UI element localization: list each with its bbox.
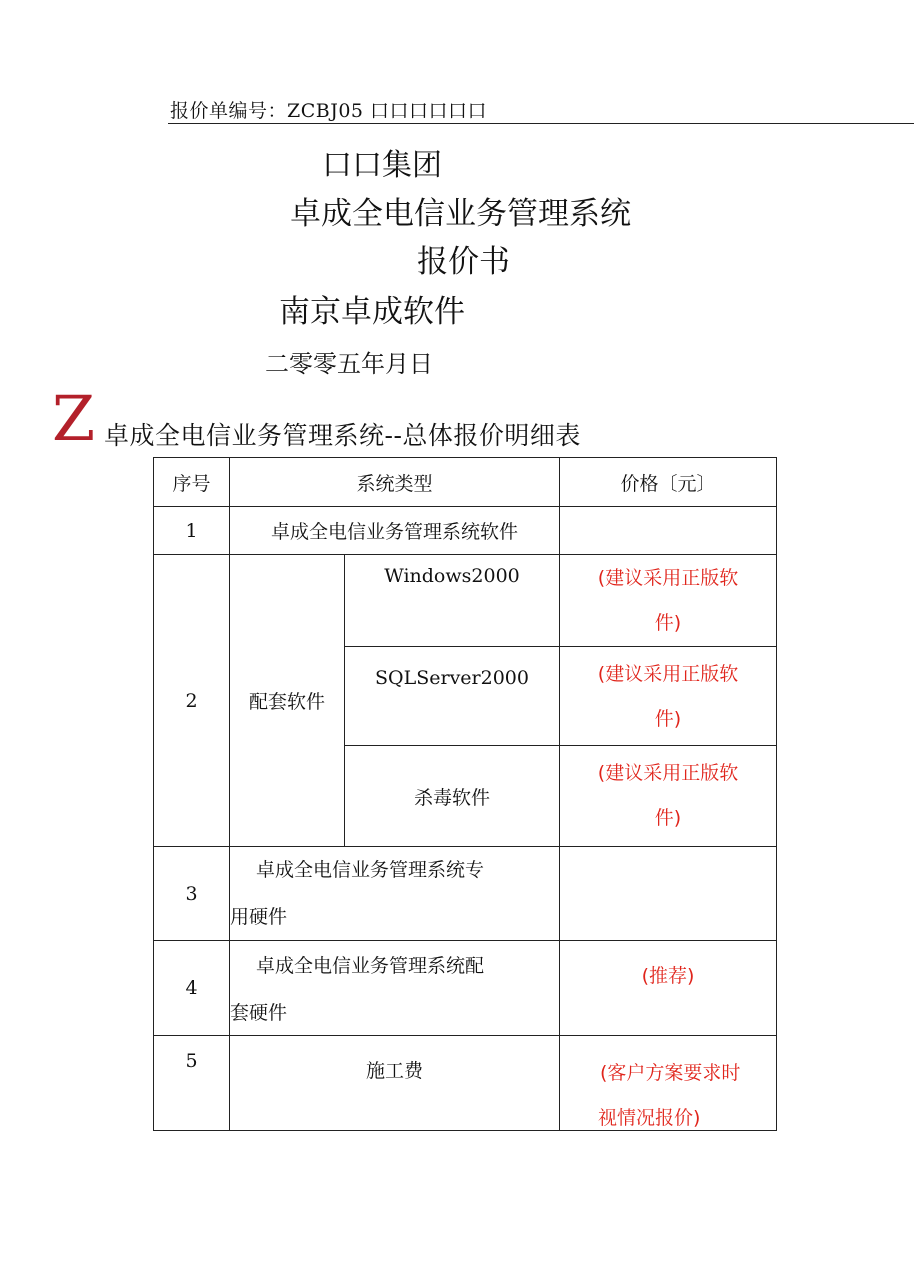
row4-seq: 4 <box>154 941 230 1036</box>
row4-price <box>560 941 777 1036</box>
row2-category <box>230 555 345 847</box>
row4-name-l1: 卓成全电信业务管理系统配 <box>256 955 485 977</box>
table-row <box>154 847 777 941</box>
row2-item3-name <box>345 746 560 847</box>
row5-seq <box>154 1036 230 1131</box>
row2-item2-name-text: SQLServer2000 <box>375 667 529 689</box>
row5-price-l1: (客户方案要求时 <box>600 1062 741 1084</box>
row2-item1-price <box>560 555 777 647</box>
section-mark: Z <box>52 382 96 455</box>
table-row <box>154 1036 777 1131</box>
row3-name <box>230 847 560 941</box>
row5-seq-text: 5 <box>185 1050 198 1072</box>
row5-name-text: 施工费 <box>366 1060 424 1082</box>
row2-item3-price-l1: (建议采用正版软 <box>597 762 739 784</box>
row3-name-l1: 卓成全电信业务管理系统专 <box>256 859 485 881</box>
row2-item3-price <box>560 746 777 847</box>
cover-doc-type: 报价书 <box>417 244 510 280</box>
cover-date: 二零零五年月日 <box>265 350 433 378</box>
header-seq: 序号 <box>154 458 230 507</box>
cover-system-name: 卓成全电信业务管理系统 <box>290 196 631 232</box>
row2-seq-text: 2 <box>185 689 198 712</box>
table-header-row <box>154 458 777 507</box>
quote-table <box>153 457 777 1131</box>
row2-item2-price <box>560 647 777 746</box>
header-type: 系统类型 <box>230 458 560 507</box>
header-rule <box>168 123 914 124</box>
row2-item2-price-l2: 件) <box>654 708 682 730</box>
table-row <box>154 555 777 647</box>
row2-item1-name <box>345 555 560 647</box>
table-row <box>154 507 777 555</box>
row1-price <box>560 507 777 555</box>
row2-item2-price-l1: (建议采用正版软 <box>597 663 739 685</box>
row5-price <box>560 1036 777 1131</box>
row2-seq <box>154 555 230 847</box>
table-row <box>154 941 777 1036</box>
row4-name-l2: 套硬件 <box>230 1002 288 1024</box>
cover-group: 口口集团 <box>322 148 442 183</box>
row2-item3-name-text: 杀毒软件 <box>414 786 491 809</box>
row2-item3-price-l2: 件) <box>654 807 682 829</box>
row1-name: 卓成全电信业务管理系统软件 <box>230 507 560 555</box>
quote-number: 报价单编号：ZCBJ05 口口口口口口 <box>170 100 488 122</box>
row1-seq: 1 <box>154 507 230 555</box>
row4-price-text: (推荐) <box>641 965 695 987</box>
row2-item1-price-l2: 件) <box>654 612 682 634</box>
row4-name <box>230 941 560 1036</box>
row5-name <box>230 1036 560 1131</box>
row3-price <box>560 847 777 941</box>
section-title: 卓成全电信业务管理系统--总体报价明细表 <box>104 421 581 450</box>
row2-category-text: 配套软件 <box>248 691 325 713</box>
row2-item1-price-l1: (建议采用正版软 <box>597 567 739 589</box>
row3-seq: 3 <box>154 847 230 941</box>
header-price: 价格〔元〕 <box>560 458 777 507</box>
row3-name-l2: 用硬件 <box>230 906 288 928</box>
row2-item2-name <box>345 647 560 746</box>
row2-item1-name-text: Windows2000 <box>384 565 520 587</box>
row5-price-l2: 视情况报价) <box>598 1107 701 1129</box>
cover-company: 南京卓成软件 <box>279 294 465 330</box>
